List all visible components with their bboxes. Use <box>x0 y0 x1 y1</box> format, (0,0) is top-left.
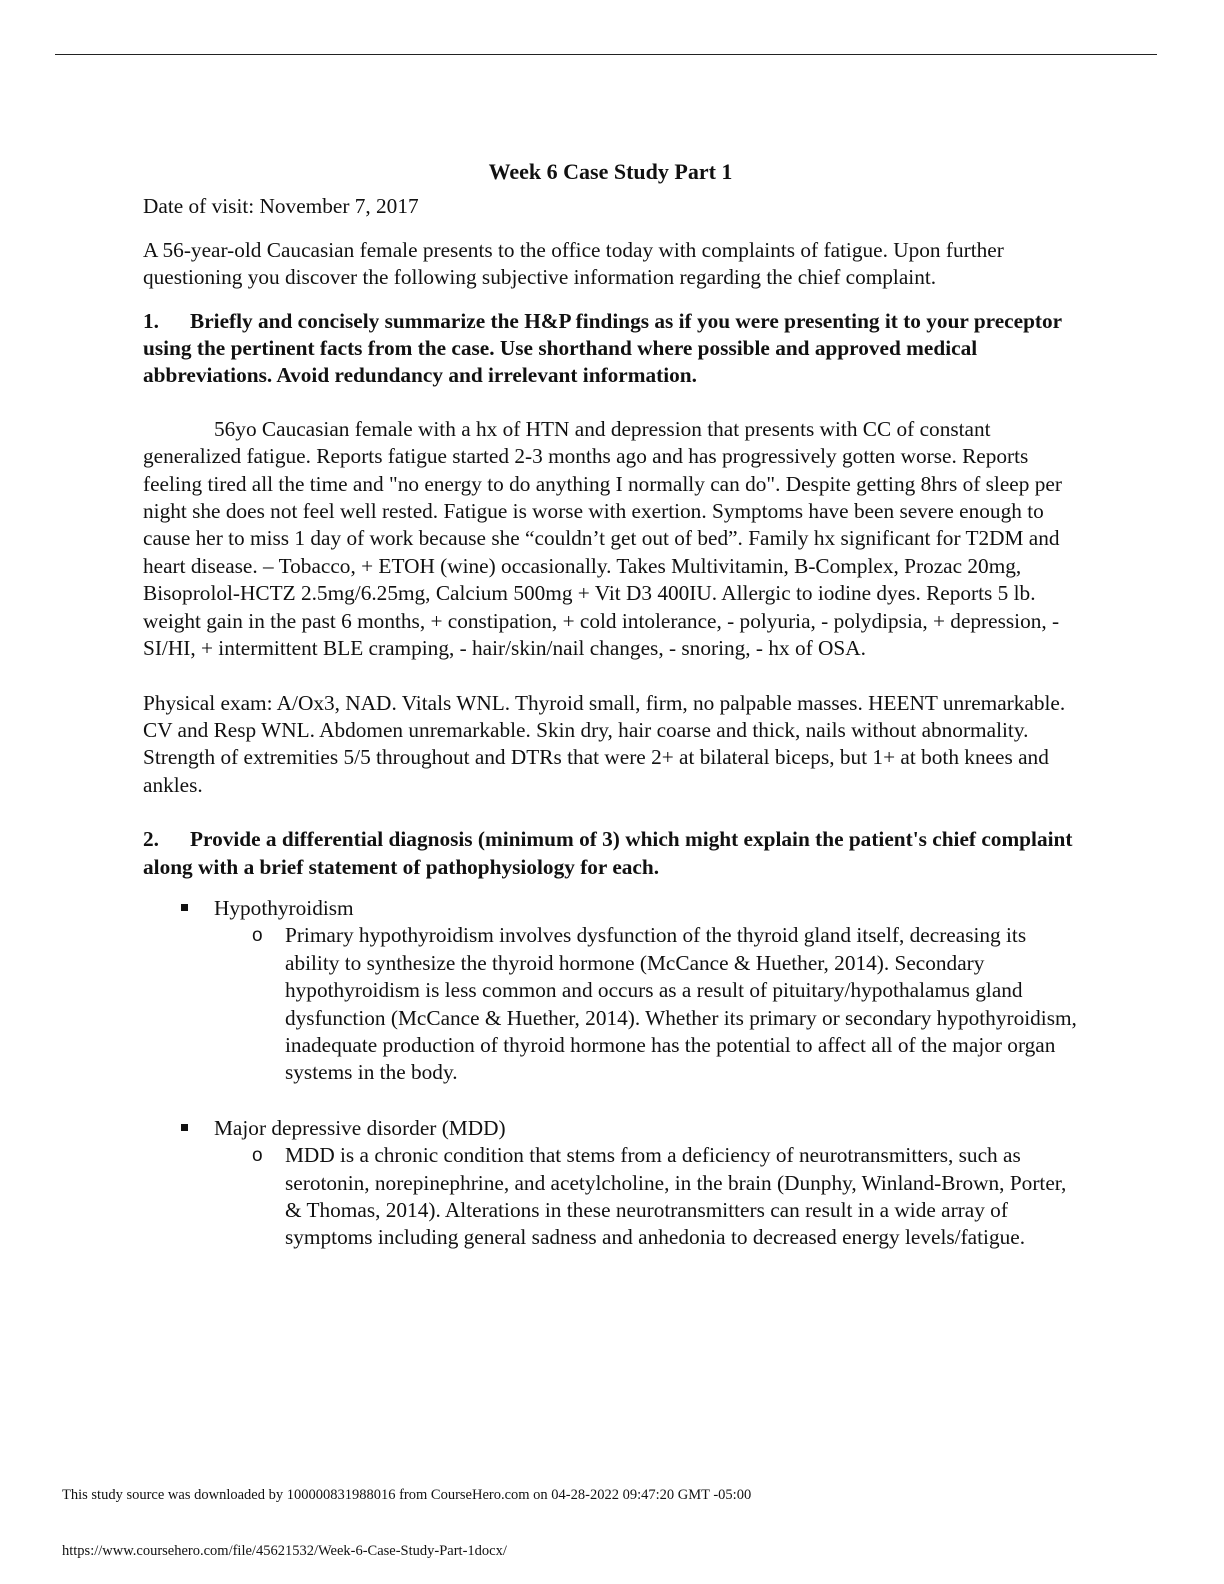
question-1-number: 1. <box>143 308 159 333</box>
circle-bullet-icon: o <box>252 925 263 947</box>
differential-detail-list <box>214 922 1078 1086</box>
square-bullet-icon <box>181 1124 188 1131</box>
differential-detail <box>214 1142 1078 1252</box>
question-2 <box>143 826 1078 881</box>
hpi-summary-paragraph: 56yo Caucasian female with a hx of HTN and depression that presents with CC of constant generalized fatigue. Reports fatigue started 2-3 months ago and has progressively gotten worse. Reports feeling tired all the time and "no energy to do anything I normally can do". Despite getting 8hrs of sleep per night she does not feel well rested. Fatigue is worse with exertion. Symptoms have been severe enough to cause her to miss 1 day of work because she “couldn’t get out of bed”. Family hx significant for T2DM and heart disease. – Tobacco, + ETOH (wine) occasionally. Takes Multivitamin, B-Complex, Prozac 20mg, Bisoprolol-HCTZ 2.5mg/6.25mg, Calcium 500mg + Vit D3 400IU. Allergic to iodine dyes. Reports 5 lb. weight gain in the past 6 months, + constipation, + cold intolerance, - polyuria, - polydipsia, + depression, - SI/HI, + intermittent BLE cramping, - hair/skin/nail changes, - snoring, - hx of OSA. <box>143 416 1062 661</box>
differential-item <box>143 1115 1078 1252</box>
question-2-text: Provide a differential diagnosis (minimum of 3) which might explain the patient's chief complaint along with a brief statement of pathophysiology for each. <box>143 827 1073 879</box>
question-2-number: 2. <box>143 827 159 852</box>
differential-detail-text: Primary hypothyroidism involves dysfunction of the thyroid gland itself, decreasing its ability to synthesize the thyroid hormone (McCance & Huether, 2014). Secondary hypothyroidism is less common and occurs as a result of pituitary/hypothalamus gland dysfunction (McCance & Huether, 2014). Whether its primary or secondary hypothyroidism, inadequate production of thyroid hormone has the potential to affect all of the major organ systems in the body. <box>285 923 1077 1085</box>
physical-exam-paragraph: Physical exam: A/Ox3, NAD. Vitals WNL. Thyroid small, firm, no palpable masses. HEENT unremarkable. CV and Resp WNL. Abdomen unremarkable. Skin dry, hair coarse and thick, nails without abnormality. Strength of extremities 5/5 throughout and DTRs that were 2+ at bilateral biceps, but 1+ at both knees and ankles. <box>143 690 1066 797</box>
differential-detail <box>214 922 1078 1086</box>
source-url: https://www.coursehero.com/file/45621532/Week-6-Case-Study-Part-1docx/ <box>62 1543 507 1559</box>
circle-bullet-icon: o <box>252 1145 263 1167</box>
question-1-text: Briefly and concisely summarize the H&P findings as if you were presenting it to your preceptor using the pertinent facts from the case. Use shorthand where possible and approved medical abbreviations. Avoid redundancy and irrelevant information. <box>143 308 1062 388</box>
document-title: Week 6 Case Study Part 1 <box>488 159 733 184</box>
square-bullet-icon <box>181 904 188 911</box>
download-source-notice: This study source was downloaded by 100000831988016 from CourseHero.com on 04-28-2022 09:47:20 GMT -05:00 <box>62 1487 752 1503</box>
visit-date: Date of visit: November 7, 2017 <box>143 194 419 219</box>
differential-name: Major depressive disorder (MDD) <box>214 1115 506 1140</box>
differential-name: Hypothyroidism <box>214 895 354 920</box>
intro-paragraph: A 56-year-old Caucasian female presents to the office today with complaints of fatigue. Upon further questioning you discover the following subjective information regarding the chief complaint. <box>143 237 1004 290</box>
header-rule <box>55 54 1157 55</box>
document-body <box>143 158 1078 1280</box>
differential-list <box>143 895 1078 1252</box>
differential-detail-text: MDD is a chronic condition that stems from a deficiency of neurotransmitters, such as serotonin, norepinephrine, and acetylcholine, in the brain (Dunphy, Winland-Brown, Porter, & Thomas, 2014). Alterations in these neurotransmitters can result in a wide array of symptoms including general sadness and anhedonia to decreased energy levels/fatigue. <box>285 1143 1067 1250</box>
differential-item <box>143 895 1078 1087</box>
question-1 <box>143 308 1078 390</box>
differential-detail-list <box>214 1142 1078 1252</box>
